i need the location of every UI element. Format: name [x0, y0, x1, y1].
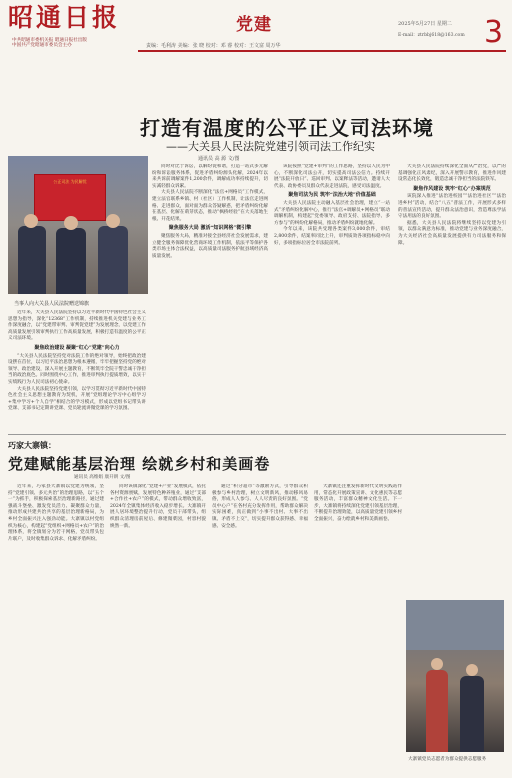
- article-paragraph: 大寨镇还注重发挥新时代文明实践站作用，常态化开展政策宣讲、文化惠民等志愿服务活动，丰富群众精神文化生活。下一步，大寨镇将持续深化党建引领基层治理，不断提升治理效能，以高质量党建引领乡村全面振兴，奋力绘就乡村和美新画卷。: [314, 484, 402, 522]
- person-figure: [98, 226, 128, 294]
- person-head: [64, 216, 78, 230]
- page-number: 3: [484, 15, 504, 50]
- person-figure: [426, 670, 448, 752]
- photo-caption: 当事人向大关县人民法院赠送锦旗: [14, 301, 90, 307]
- section-subheading: 聚焦作风建设 筑牢“红心”办案规范: [413, 185, 491, 192]
- person-head: [24, 214, 38, 228]
- article-paragraph: 近年来，大关县人民法院坚持以习近平新时代中国特色社会主义思想为指导，深化“12368”工作机制，持续推进机关党建与业务工作深度融合，以“党建带审判、审判促党建”为发展理念，以党建工作高质量发展引领审判执行工作高质量发展，积极打造有温度的公平正义司法环境。: [8, 310, 146, 342]
- article-column: [398, 164, 506, 428]
- lower-article-byline: 通讯员 高维娟 康开朗 文/图: [74, 475, 131, 480]
- masthead-subtitle: 中共昭通市委机关报 昭通日报社出版 中国共产党昭通市委员会主办: [12, 38, 87, 48]
- main-article-title: 打造有温度的公平正义司法环境: [140, 116, 434, 140]
- editors-line: 责编：毛利涛 美编：张 晓 校对：邓 睿 校对：王文富 周万华: [146, 43, 281, 49]
- article-column: [212, 484, 308, 772]
- lower-article-title: 党建赋能基层治理 绘就乡村和美画卷: [8, 455, 271, 473]
- article-paragraph: 今年以来，该院共受理各类案件3,000余件，审结2,800余件，结案率同比上升，审判质效各项指标稳中向好，多项指标位居全市法院前列。: [274, 227, 390, 246]
- article-column: [274, 164, 390, 428]
- article-paragraph: 近年来，巧家县大寨镇以党建为统领，坚持“党建引领、多元共治”的治理思路，以“五个一”为抓手，积极探索基层治理新路径，通过建强战斗堡垒、激发党员活力、凝聚群众力量，推动形成共建共治共享的基层治理新格局，为乡村全面振兴注入强劲动能。大寨镇以村党组织为核心，构建起“党组织+网格员+农户”的治理体系，将全镇划分为若干网格，党员带头包片联户，及时收集群众诉求、化解矛盾纠纷。: [8, 484, 104, 542]
- article-paragraph: 大关县人民法院主动融入基层社会治理，建立“一站式”矛盾纠纷化解中心，推行“法官+调解员+网格员”联动调解机制，构建起“党委领导、政府支持、法院指导、多方参与”的纠纷化解格局，推动矛盾纠纷就地化解。: [274, 200, 390, 226]
- article-paragraph: 大关县人民法院坚持党建引领，以学习贯彻习近平新时代中国特色社会主义思想主题教育为契机，开展“党组理论学习中心组学习+集中学习+个人自学”相结合的学习模式，形成以党组书记带头讲党课、支部书记定期讲党课、党员轮流讲微党课的学习氛围。: [8, 386, 146, 412]
- section-subheading: 聚焦服务大局 激活“知识网格”微引擎: [168, 225, 252, 232]
- article-paragraph: 聚焦服务大局，精准对接全县经济社会发展需求，建立健全服务保障优化营商环境工作机制，依法平等保护各类市场主体合法权益，以高质量司法服务护航县域经济高质量发展。: [152, 233, 268, 259]
- article-paragraph: 同时对比于诉讼，以解纷促和谐，打造一站式多元解纷和诉讼服务体系，促进矛盾纠纷源头化解，2024年以来共诉前调解案件1,200余件，调解成功率持续提升，切实减轻群众诉累。: [152, 164, 268, 189]
- contact-email: E-mail：ztrbbj618@163.com: [398, 33, 465, 38]
- article-column: [8, 310, 146, 428]
- article-paragraph: 大关县人民法院持续深化全面从严治党，以严的基调强化正风肃纪，深入开展警示教育，推进作风建设常态化长效化，锻造忠诚干净担当的法院铁军。: [398, 164, 506, 183]
- main-article-subtitle: ——大关县人民法院党建引领司法工作纪实: [166, 140, 375, 153]
- lower-article-kicker: 巧家大寨镇：: [8, 440, 56, 450]
- article-paragraph: 该院深入推进“法治进校园”“法治进社区”“法治进乡村”活动，结合“八五”普法工作，开展形式多样的普法宣传活动，提升群众法治意识，营造尊法学法守法用法的良好氛围。: [398, 194, 506, 220]
- article-paragraph: 通过“积分超市”等激励方式，引导群众积极参与乡村治理，树立文明新风，推动移风易俗，形成人人参与、人人尽责的良好氛围。“党员中心户”在各村充分发挥作用，帮助群众解决实际困难，真正做到“小事不出村、大事不出镇、矛盾不上交”，切实提升群众获得感、幸福感、安全感。: [212, 484, 308, 529]
- court-banner-photo: [8, 156, 148, 294]
- building-shape: [406, 600, 504, 650]
- section-title: 党建: [236, 15, 272, 35]
- photo-caption: 大寨镇党员志愿者为群众提供志愿服务: [408, 757, 487, 762]
- banner-text: 公正司法 为民解忧: [53, 179, 87, 184]
- section-subheading: 聚焦政治建设 凝聚“红心”党建”向心力: [34, 344, 120, 351]
- honor-banner: [34, 174, 106, 221]
- person-figure: [460, 676, 484, 752]
- newspaper-masthead: 昭通日报: [8, 3, 121, 32]
- person-head: [106, 214, 120, 228]
- article-column: [152, 164, 268, 428]
- article-paragraph: 该院按照“党建+审判”的工作思路，坚持以人民为中心，不断深化司法公开，切实提高司法公信力。持续开展“法院开放日”、巡回审判、以案释法等活动，邀请人大代表、政协委员及群众代表走进法院，感受司法温度。: [274, 164, 390, 189]
- header-divider: [138, 50, 506, 52]
- page-header: [0, 0, 512, 55]
- article-column: [8, 484, 104, 772]
- article-column: [110, 484, 206, 772]
- issue-date: 2025年5月27日 星期二: [398, 21, 452, 27]
- article-paragraph: “大关县人民法院坚持党对法院工作的绝对领导，始终把政治建设摆在首位，以习近平法治思想为根本遵循，牢牢把握坚持党的绝对领导、政治建设，深入开展主题教育，不断筑牢全院干警忠诚干净担当的政治底色。同时围绕中心工作，推进审判执行提质增效，以实干实绩践行为人民司法初心使命。: [8, 353, 146, 385]
- person-head: [466, 664, 478, 676]
- article-paragraph: 同时该镇深化“党建+产业”发展模式，依托各村资源禀赋，发展特色种养殖业，通过“支部+合作社+农户”的模式，带动群众增收致富，2024年全镇集体经济收入稳步增长。大寨镇开展人居环境整治提升行动，党员干部带头，组织群众清理房前屋后、修建微菜园，村容村貌焕然一新。: [110, 484, 206, 529]
- section-subheading: 聚焦司法为民 筑牢“法治大地”价值基础: [288, 192, 376, 199]
- article-column: [314, 484, 402, 772]
- person-figure: [56, 228, 86, 294]
- volunteer-photo: [406, 600, 504, 752]
- main-article-byline: 通讯员 高 源 文/图: [198, 156, 240, 162]
- article-paragraph: 据悉，大关县人民法院将继续坚持以党建为引领，以群众满意为标准，推动党建与业务深度融合，为大关经济社会高质量发展提供有力司法服务和保障。: [398, 220, 506, 246]
- person-head: [431, 658, 443, 670]
- article-divider: [8, 434, 506, 435]
- article-paragraph: 大关县人民法院不断深化“法官+网格员”工作模式，建立法官联系乡镇、村（社区）工作机制，让法官走进网格、走进群众，面对面为群众答疑解惑，把矛盾纠纷化解在基层、化解在萌芽状态，推动“枫桥经验”在大关落地生根、开花结果。: [152, 190, 268, 222]
- person-figure: [18, 226, 46, 294]
